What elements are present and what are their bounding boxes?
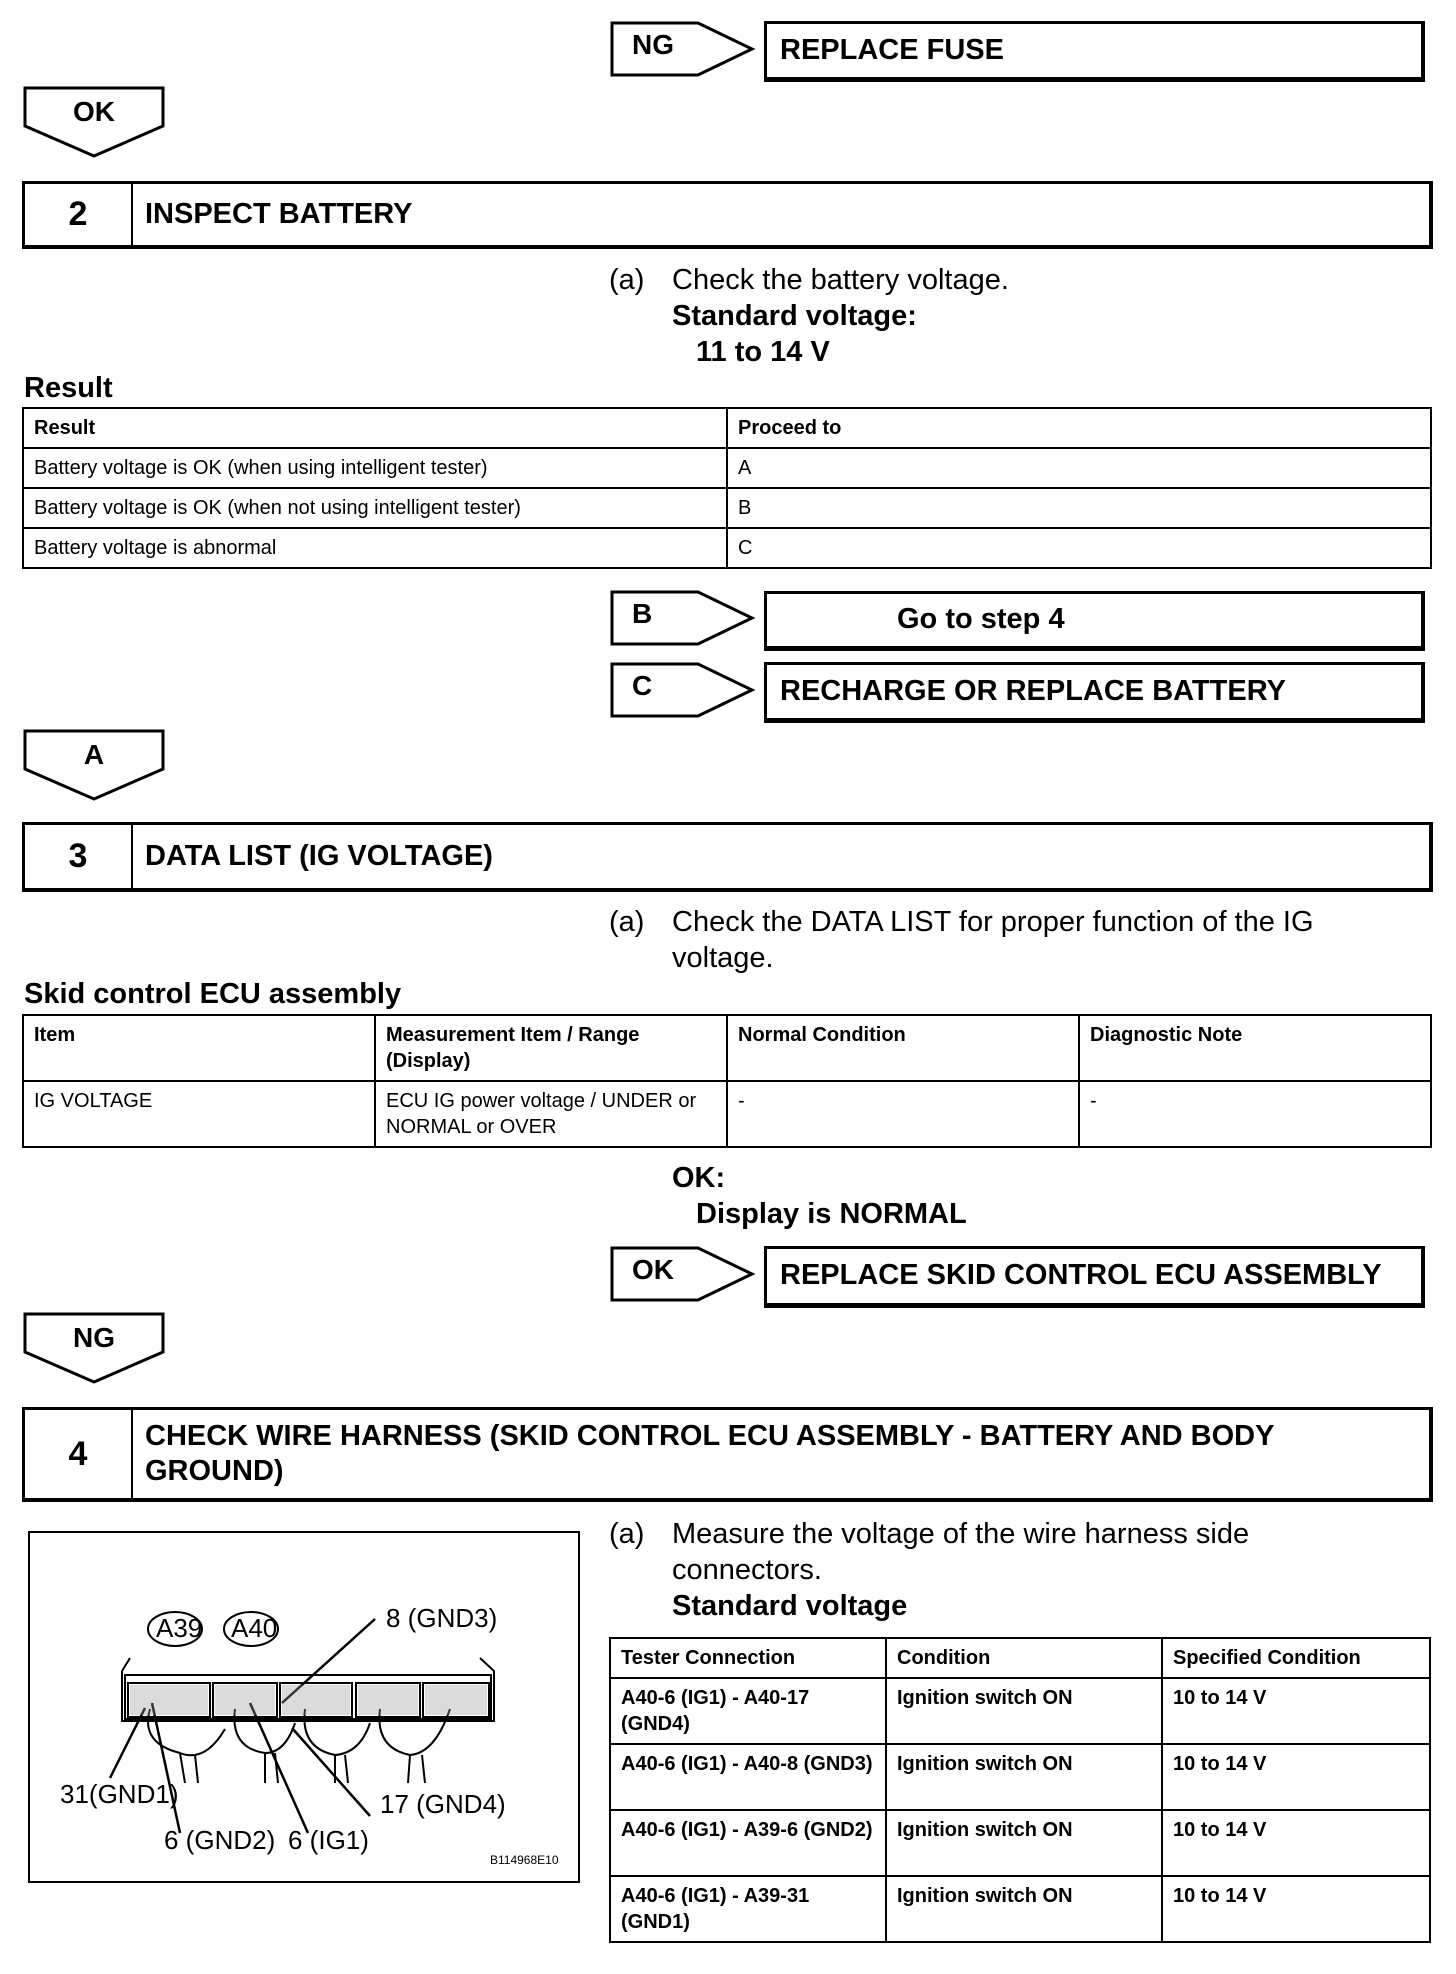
- step-title: INSPECT BATTERY: [145, 198, 413, 230]
- step-title: DATA LIST (IG VOLTAGE): [145, 840, 493, 872]
- connector-label-a40: A40: [231, 1613, 278, 1643]
- step-number: 4: [25, 1410, 133, 1498]
- table-cell: IG VOLTAGE: [23, 1081, 375, 1147]
- table-header: Condition: [886, 1638, 1162, 1678]
- table-cell: Ignition switch ON: [886, 1678, 1162, 1744]
- table-header: Result: [23, 408, 727, 448]
- table-cell: Battery voltage is OK (when not using intelligent tester): [23, 488, 727, 528]
- ng-branch-arrow: [610, 21, 756, 77]
- result-heading: Result: [24, 372, 113, 404]
- pin-label-gnd3: 8 (GND3): [386, 1603, 498, 1633]
- step-number: 2: [25, 184, 133, 245]
- table-cell: Battery voltage is OK (when using intelligent tester): [23, 448, 727, 488]
- table-header: Measurement Item / Range (Display): [375, 1015, 727, 1081]
- recharge-battery-box: RECHARGE OR REPLACE BATTERY: [764, 662, 1425, 723]
- step-number: 3: [25, 825, 133, 888]
- instruction-text: Check the DATA LIST for proper function of the IG voltage.: [672, 906, 1314, 974]
- table-cell: 10 to 14 V: [1162, 1810, 1430, 1876]
- ng-label: NG: [632, 29, 674, 60]
- ok-condition-value: Display is NORMAL: [696, 1198, 967, 1230]
- table-cell: A40-6 (IG1) - A39-31 (GND1): [610, 1876, 886, 1942]
- table-row: [610, 1678, 1430, 1744]
- table-header: Normal Condition: [727, 1015, 1079, 1081]
- table-cell: 10 to 14 V: [1162, 1876, 1430, 1942]
- table-header: Diagnostic Note: [1079, 1015, 1431, 1081]
- b-branch-arrow: [610, 590, 756, 646]
- replace-ecu-box: REPLACE SKID CONTROL ECU ASSEMBLY: [764, 1246, 1425, 1308]
- ng-label: NG: [73, 1322, 115, 1353]
- ok-down-arrow: [23, 86, 165, 158]
- instruction-text: Check the battery voltage.: [672, 264, 1009, 296]
- table-cell: A: [727, 448, 1431, 488]
- standard-voltage-value: 11 to 14 V: [696, 336, 830, 368]
- standard-voltage-label: Standard voltage: [672, 1590, 908, 1622]
- table-cell: 10 to 14 V: [1162, 1744, 1430, 1810]
- table-heading: Skid control ECU assembly: [24, 978, 402, 1010]
- step-3-header: [22, 822, 1433, 892]
- table-cell: Ignition switch ON: [886, 1744, 1162, 1810]
- table-header: Specified Condition: [1162, 1638, 1430, 1678]
- table-row: [610, 1744, 1430, 1810]
- step-4-header: [22, 1407, 1433, 1502]
- c-label: C: [632, 670, 653, 701]
- data-list-table: [22, 1014, 1432, 1148]
- connector-label-a39: A39: [156, 1613, 203, 1643]
- b-label: B: [632, 598, 653, 629]
- table-row: [23, 448, 1431, 488]
- pin-label-ig1: 6 (IG1): [288, 1825, 369, 1855]
- pin-label-gnd1: 31(GND1): [60, 1779, 179, 1809]
- a-down-arrow: [23, 729, 165, 801]
- table-row: [23, 488, 1431, 528]
- go-to-step-4-box: Go to step 4: [764, 591, 1425, 651]
- standard-voltage-table: [609, 1637, 1431, 1943]
- table-cell: B: [727, 488, 1431, 528]
- result-table: [22, 407, 1432, 569]
- step-title: CHECK WIRE HARNESS (SKID CONTROL ECU ASSEMBLY - BATTERY AND BODY GROUND): [145, 1420, 1274, 1487]
- table-cell: A40-6 (IG1) - A39-6 (GND2): [610, 1810, 886, 1876]
- table-row: [610, 1810, 1430, 1876]
- instruction-marker: (a): [609, 1518, 645, 1550]
- instruction-text: Measure the voltage of the wire harness side connectors.: [672, 1518, 1250, 1586]
- pin-label-gnd2: 6 (GND2): [164, 1825, 276, 1855]
- table-cell: A40-6 (IG1) - A40-8 (GND3): [610, 1744, 886, 1810]
- ng-down-arrow: [23, 1312, 165, 1384]
- a-label: A: [83, 739, 105, 770]
- table-cell: -: [1079, 1081, 1431, 1147]
- step-2-header: [22, 181, 1433, 249]
- connector-diagram: [28, 1531, 580, 1883]
- table-cell: C: [727, 528, 1431, 568]
- ok-label: OK: [632, 1254, 674, 1285]
- c-branch-arrow: [610, 662, 756, 718]
- ok-condition-label: OK:: [672, 1162, 726, 1194]
- table-cell: 10 to 14 V: [1162, 1678, 1430, 1744]
- table-cell: -: [727, 1081, 1079, 1147]
- table-row: [610, 1876, 1430, 1942]
- ok-branch-arrow: [610, 1246, 756, 1302]
- figure-id: B114968E10: [490, 1853, 559, 1867]
- instruction-marker: (a): [609, 264, 645, 296]
- table-header: Item: [23, 1015, 375, 1081]
- table-cell: A40-6 (IG1) - A40-17 (GND4): [610, 1678, 886, 1744]
- table-cell: Ignition switch ON: [886, 1876, 1162, 1942]
- table-row: [23, 528, 1431, 568]
- table-cell: ECU IG power voltage / UNDER or NORMAL or OVER: [375, 1081, 727, 1147]
- table-header: Tester Connection: [610, 1638, 886, 1678]
- table-row: [23, 1081, 1431, 1147]
- table-cell: Battery voltage is abnormal: [23, 528, 727, 568]
- pin-label-gnd4: 17 (GND4): [380, 1789, 506, 1819]
- replace-fuse-box: REPLACE FUSE: [764, 21, 1425, 82]
- standard-voltage-label: Standard voltage:: [672, 300, 917, 332]
- ok-label: OK: [73, 96, 115, 127]
- instruction-marker: (a): [609, 906, 645, 938]
- table-cell: Ignition switch ON: [886, 1810, 1162, 1876]
- table-header: Proceed to: [727, 408, 1431, 448]
